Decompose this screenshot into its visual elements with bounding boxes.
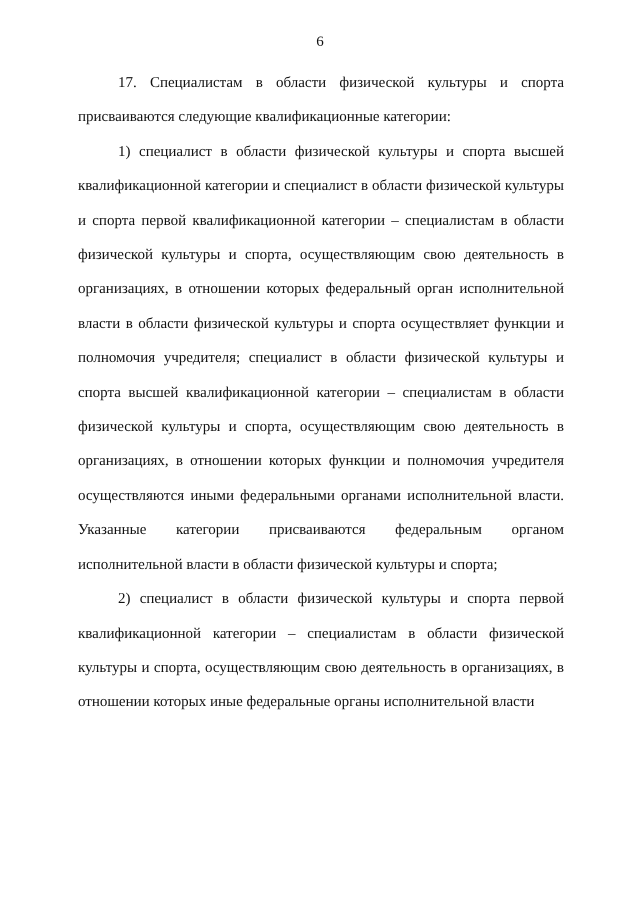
- page-number: 6: [316, 34, 324, 50]
- paragraph-item-1: 1) специалист в области физической культуры и спорта высшей квалификационной категории и специалист в области физической культуры и спорта первой квалификационной категории – специалистам в области физической культуры и спорта, осуществляющим свою деятельность в организациях, в отношении которых федеральный орган исполнительной власти в области физической культуры и спорта осуществляет функции и полномочия учредителя; специалист в области физической культуры и спорта высшей квалификационной категории – специалистам в области физической культуры и спорта, осуществляющим свою деятельность в организациях, в отношении которых функции и полномочия учредителя осуществляются иными федеральными органами исполнительной власти. Указанные категории присваиваются федеральным органом исполнительной власти в области физической культуры и спорта;: [78, 143, 564, 573]
- paragraph-item-2: 2) специалист в области физической культуры и спорта первой квалификационной категории – специалистам в области физической культуры и спорта, осуществляющим свою деятельность в организациях, в отношении которых иные федеральные органы исполнительной власти: [78, 591, 564, 711]
- paragraph-17: 17. Специалистам в области физической культуры и спорта присваиваются следующие квалификационные категории:: [78, 75, 564, 126]
- document-body: [78, 66, 564, 720]
